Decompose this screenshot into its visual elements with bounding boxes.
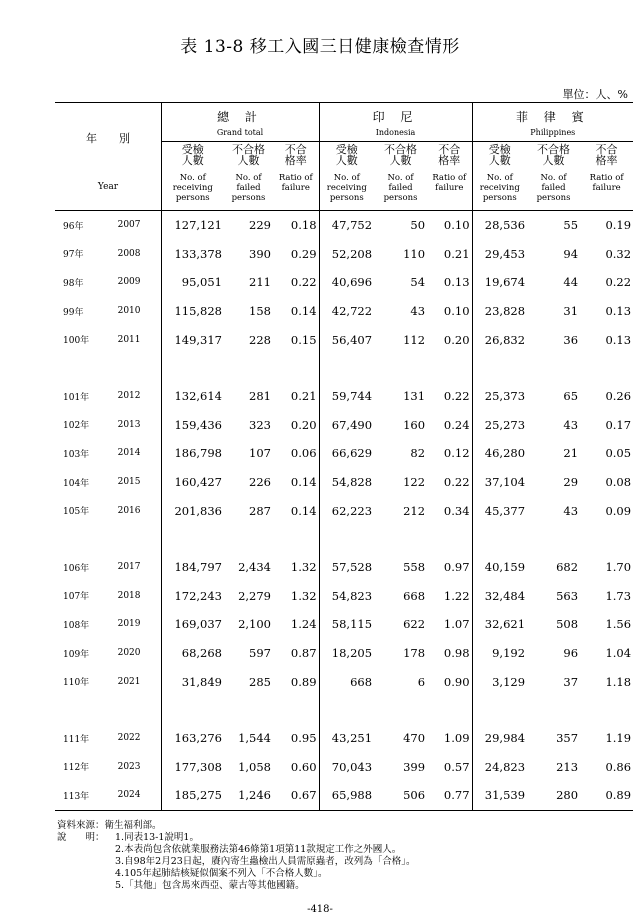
cell-value: 0.26 [605,389,632,404]
note-item: 1.同表13-1說明1。 [115,832,199,843]
ad-year: 2007 [117,220,141,231]
cell-value: 0.95 [290,731,317,746]
cell-value: 56,407 [319,325,374,354]
cell-value: 50 [410,218,426,233]
roc-year: 100年 [63,336,90,347]
cell-value: 25,273 [472,411,527,440]
year-header-cn: 年 別 [86,131,130,145]
ad-year: 2013 [117,419,141,430]
ad-year: 2016 [117,505,141,516]
cell-value: 32,621 [472,610,527,639]
ad-year: 2015 [117,477,141,488]
cell-value: 281 [249,389,271,404]
unit-label: 單位：人、% [562,88,628,101]
cell-value: 160 [403,417,426,432]
cell-value: 213 [556,759,579,774]
cell-value: 169,037 [161,610,224,639]
subcolumn-header: 受檢 人數 No. of receiving persons [161,142,224,211]
cell-value: 597 [249,646,271,661]
cell-value: 25,373 [472,382,527,411]
source-label: 資料來源： [57,820,105,831]
cell-value: 133,378 [161,240,224,269]
table-row [55,582,633,611]
cell-value: 42,722 [319,297,374,326]
table-row [55,724,633,753]
cell-value: 0.87 [290,646,317,661]
cell-value: 65,988 [319,781,374,810]
roc-year: 108年 [63,620,90,631]
cell-value: 1.19 [605,731,632,746]
table-row [55,268,633,297]
source-text: 衛生福利部。 [104,820,162,831]
roc-year: 101年 [63,392,90,403]
notes [57,820,416,892]
table-row [55,667,633,696]
cell-value: 163,276 [161,724,224,753]
row-gap [55,354,633,382]
cell-value: 1.70 [605,560,632,575]
cell-value: 1.73 [605,588,632,603]
cell-value: 2,279 [238,588,271,603]
cell-value: 0.24 [443,417,470,432]
cell-value: 0.22 [443,389,470,404]
cell-value: 185,275 [161,781,224,810]
cell-value: 18,205 [319,639,374,668]
cell-value: 178 [403,646,426,661]
cell-value: 23,828 [472,297,527,326]
cell-value: 24,823 [472,753,527,782]
roc-year: 104年 [63,478,90,489]
cell-value: 470 [403,731,426,746]
cell-value: 65 [563,389,579,404]
roc-year: 105年 [63,507,90,518]
cell-value: 1.07 [443,617,470,632]
note-item: 3.自98年2月23日起，賡內寄生蟲檢出人員需原蟲者，改列為「合格」。 [115,856,416,867]
cell-value: 0.14 [290,475,317,490]
cell-value: 0.90 [443,674,470,689]
table-row [55,496,633,525]
ad-year: 2011 [117,334,141,345]
cell-value: 43 [563,417,579,432]
cell-value: 43 [563,503,579,518]
cell-value: 3,129 [472,667,527,696]
cell-value: 0.60 [290,759,317,774]
roc-year: 110年 [63,678,90,689]
roc-year: 98年 [63,278,84,289]
cell-value: 43,251 [319,724,374,753]
cell-value: 54,828 [319,468,374,497]
cell-value: 226 [249,475,271,490]
cell-value: 62,223 [319,496,374,525]
data-table [55,102,633,811]
cell-value: 46,280 [472,439,527,468]
cell-value: 52,208 [319,240,374,269]
roc-year: 99年 [63,307,84,318]
cell-value: 0.21 [290,389,317,404]
cell-value: 67,490 [319,411,374,440]
cell-value: 0.17 [605,417,632,432]
cell-value: 0.14 [290,304,317,319]
cell-value: 682 [556,560,579,575]
cell-value: 668 [319,667,374,696]
cell-value: 0.19 [605,218,632,233]
cell-value: 201,836 [161,496,224,525]
cell-value: 186,798 [161,439,224,468]
cell-value: 82 [410,446,426,461]
cell-value: 95,051 [161,268,224,297]
cell-value: 1.18 [605,674,632,689]
roc-year: 97年 [63,250,84,261]
cell-value: 0.15 [290,332,317,347]
row-gap [55,525,633,553]
subcolumn-header: 不合格 人數 No. of failed persons [224,142,273,211]
ad-year: 2024 [103,781,161,810]
row-gap [55,696,633,724]
table-row [55,240,633,269]
cell-value: 32,484 [472,582,527,611]
roc-year: 106年 [63,563,90,574]
cell-value: 159,436 [161,411,224,440]
cell-value: 0.10 [443,304,470,319]
note-item: 2.本表尚包含依就業服務法第46條第1項第11款規定工作之外國人。 [115,844,402,855]
cell-value: 43 [410,304,426,319]
cell-value: 668 [403,588,426,603]
ad-year: 2018 [117,590,141,601]
cell-value: 0.22 [605,275,632,290]
cell-value: 0.57 [443,759,470,774]
ad-year: 2021 [117,676,141,687]
cell-value: 0.13 [605,332,632,347]
cell-value: 94 [563,246,579,261]
cell-value: 31,539 [472,781,527,810]
roc-year: 107年 [63,592,90,603]
cell-value: 508 [556,617,579,632]
table-row [55,753,633,782]
cell-value: 558 [403,560,426,575]
cell-value: 37 [563,674,579,689]
table-row [55,382,633,411]
cell-value: 0.09 [605,503,632,518]
table-row [55,325,633,354]
year-header [55,103,161,211]
cell-value: 280 [527,781,580,810]
table-row [55,610,633,639]
ad-year: 2014 [117,448,141,459]
cell-value: 19,674 [472,268,527,297]
cell-value: 1.32 [290,560,317,575]
cell-value: 110 [403,246,426,261]
cell-value: 172,243 [161,582,224,611]
cell-value: 1.56 [605,617,632,632]
subcolumn-header: 不合格 人數 No. of failed persons [527,142,580,211]
table-title: 表 13-8 移工入國三日健康檢查情形 [180,37,460,57]
cell-value: 54,823 [319,582,374,611]
cell-value: 47,752 [319,211,374,240]
cell-value: 0.06 [290,446,317,461]
group-header-philippines: 菲 律 賓 Philippines [472,103,633,142]
cell-value: 31,849 [161,667,224,696]
cell-value: 0.98 [443,646,470,661]
ad-year: 2010 [117,306,141,317]
table-row [55,781,633,810]
cell-value: 0.20 [290,417,317,432]
table-row [55,411,633,440]
cell-value: 1,544 [238,731,271,746]
cell-value: 57,528 [319,553,374,582]
cell-value: 37,104 [472,468,527,497]
cell-value: 29 [563,475,579,490]
cell-value: 40,696 [319,268,374,297]
cell-value: 45,377 [472,496,527,525]
cell-value: 160,427 [161,468,224,497]
ad-year: 2023 [117,761,141,772]
cell-value: 357 [556,731,579,746]
cell-value: 66,629 [319,439,374,468]
note-item: 5.「其他」包含馬來西亞、蒙古等其他國籍。 [115,880,305,891]
cell-value: 184,797 [161,553,224,582]
table-row [55,639,633,668]
cell-value: 68,268 [161,639,224,668]
cell-value: 399 [403,759,426,774]
subcolumn-header: 受檢 人數 No. of receiving persons [319,142,374,211]
cell-value: 287 [249,503,271,518]
cell-value: 563 [556,588,579,603]
cell-value: 158 [249,304,271,319]
ad-year: 2020 [117,648,141,659]
cell-value: 390 [249,246,271,261]
year-header-en: Year [97,181,119,192]
ad-year: 2009 [117,277,141,288]
subcolumn-header: 不合格 人數 No. of failed persons [374,142,427,211]
cell-value: 0.08 [605,475,632,490]
cell-value: 0.77 [427,781,472,810]
cell-value: 29,984 [472,724,527,753]
cell-value: 0.22 [290,275,317,290]
cell-value: 26,832 [472,325,527,354]
cell-value: 1.24 [290,617,317,632]
cell-value: 0.13 [443,275,470,290]
cell-value: 112 [403,332,426,347]
cell-value: 0.89 [580,781,633,810]
cell-value: 40,159 [472,553,527,582]
cell-value: 622 [403,617,426,632]
ad-year: 2008 [117,248,141,259]
cell-value: 122 [403,475,426,490]
ad-year: 2012 [117,391,141,402]
cell-value: 107 [249,446,271,461]
subcolumn-header: 受檢 人數 No. of receiving persons [472,142,527,211]
cell-value: 229 [249,218,271,233]
roc-year: 112年 [63,763,90,774]
cell-value: 0.21 [443,246,470,261]
cell-value: 70,043 [319,753,374,782]
cell-value: 58,115 [319,610,374,639]
cell-value: 1.09 [443,731,470,746]
cell-value: 0.89 [290,674,317,689]
cell-value: 6 [417,674,426,689]
cell-value: 285 [249,674,271,689]
table-row [55,468,633,497]
cell-value: 0.67 [273,781,319,810]
cell-value: 21 [563,446,579,461]
cell-value: 0.20 [443,332,470,347]
cell-value: 0.12 [443,446,470,461]
cell-value: 228 [249,332,271,347]
cell-value: 1,246 [224,781,273,810]
cell-value: 115,828 [161,297,224,326]
cell-value: 96 [563,646,579,661]
group-header-indonesia: 印 尼 Indonesia [319,103,472,142]
cell-value: 31 [563,304,579,319]
roc-year: 103年 [63,449,90,460]
cell-value: 0.18 [290,218,317,233]
cell-value: 0.10 [443,218,470,233]
cell-value: 0.97 [443,560,470,575]
cell-value: 323 [249,417,271,432]
cell-value: 0.05 [605,446,632,461]
cell-value: 9,192 [472,639,527,668]
roc-year: 109年 [63,649,90,660]
cell-value: 1.32 [290,588,317,603]
note-item: 4.105年起肺結核疑似個案不列入「不合格人數」。 [115,868,328,879]
cell-value: 1.04 [605,646,632,661]
cell-value: 0.86 [605,759,632,774]
cell-value: 0.32 [605,246,632,261]
cell-value: 44 [563,275,579,290]
roc-year: 111年 [63,734,90,745]
cell-value: 506 [374,781,427,810]
cell-value: 54 [410,275,426,290]
roc-year: 113年 [55,781,103,810]
subcolumn-header: 不合 格率 Ratio of failure [580,142,633,211]
cell-value: 211 [249,275,271,290]
cell-value: 212 [403,503,426,518]
cell-value: 0.22 [443,475,470,490]
cell-value: 2,434 [238,560,271,575]
cell-value: 127,121 [161,211,224,240]
table-row [55,439,633,468]
cell-value: 2,100 [238,617,271,632]
cell-value: 36 [563,332,579,347]
cell-value: 0.29 [290,246,317,261]
cell-value: 132,614 [161,382,224,411]
subcolumn-header: 不合 格率 Ratio of failure [427,142,472,211]
roc-year: 102年 [63,421,90,432]
roc-year: 96年 [63,221,84,232]
page-number: -418- [307,904,333,915]
cell-value: 55 [563,218,579,233]
cell-value: 29,453 [472,240,527,269]
table-row [55,297,633,326]
cell-value: 149,317 [161,325,224,354]
cell-value: 59,744 [319,382,374,411]
table-row [55,211,633,240]
cell-value: 131 [403,389,426,404]
ad-year: 2019 [117,619,141,630]
cell-value: 177,308 [161,753,224,782]
cell-value: 1.22 [443,588,470,603]
table-row [55,553,633,582]
group-header-total: 總 計 Grand total [161,103,319,142]
cell-value: 0.13 [605,304,632,319]
subcolumn-header: 不合 格率 Ratio of failure [273,142,319,211]
cell-value: 0.14 [290,503,317,518]
ad-year: 2017 [117,562,141,573]
cell-value: 0.34 [443,503,470,518]
cell-value: 28,536 [472,211,527,240]
cell-value: 1,058 [238,759,271,774]
explain-label: 說 明： [57,832,105,843]
ad-year: 2022 [117,733,141,744]
